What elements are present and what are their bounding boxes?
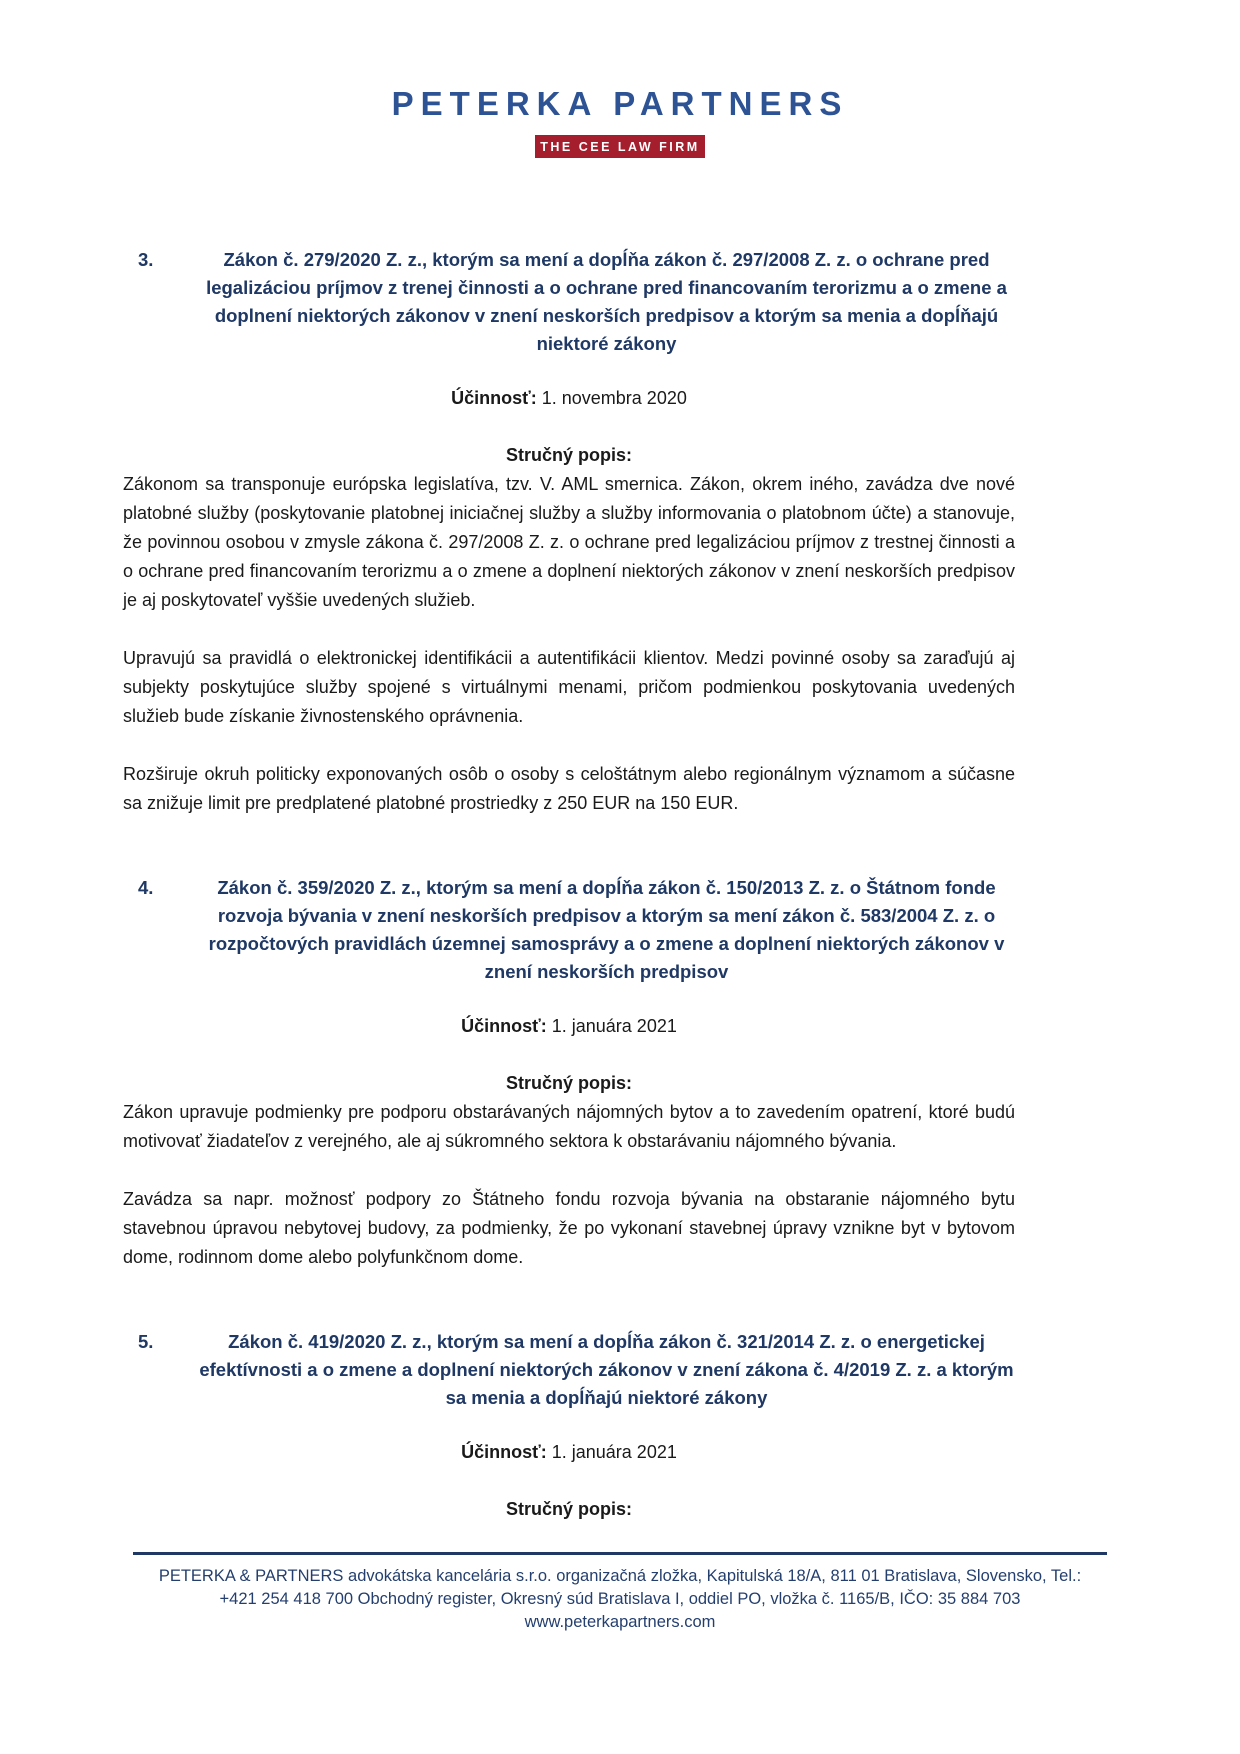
section-title: Zákon č. 419/2020 Z. z., ktorým sa mení a dopĺňa zákon č. 321/2014 Z. z. o energetickej efektívnosti a o zmene a doplnení niektorých zákonov v znení zákona č. 4/2019 Z. z. a ktorým sa menia a dopĺňajú niektoré zákony	[199, 1331, 1014, 1409]
section-number: 3.	[138, 249, 154, 271]
summary-paragraph: Zákonom sa transponuje európska legislatíva, tzv. V. AML smernica. Zákon, okrem iného, zavádza dve nové platobné služby (poskytovanie platobnej iniciačnej služby a služby informovania o platobnom účte) a stanovuje, že povinnou osobou v zmysle zákona č. 297/2008 Z. z. o ochrane pred legalizáciou príjmov z trestnej činnosti a o ochrane pred financovaním terorizmu a o zmene a doplnení niektorých zákonov v znení neskorších predpisov je aj poskytovateľ vyššie uvedených služieb.	[123, 474, 1015, 611]
section-title: Zákon č. 359/2020 Z. z., ktorým sa mení a dopĺňa zákon č. 150/2013 Z. z. o Štátnom fonde rozvoja bývania v znení neskorších predpisov a ktorým sa mení zákon č. 583/2004 Z. z. o rozpočtových pravidlách územnej samosprávy a o zmene a doplnení niektorých zákonov v znení neskorších predpisov	[208, 877, 1005, 983]
footer-divider	[133, 1552, 1107, 1555]
effective-date-line	[123, 1438, 1015, 1467]
summary-paragraph: Upravujú sa pravidlá o elektronickej identifikácii a autentifikácii klientov. Medzi povinné osoby sa zaraďujú aj subjekty poskytujúce služby spojené s virtuálnymi menami, pričom podmienkou poskytovania uvedených služieb bude získanie živnostenského oprávnenia.	[123, 648, 1015, 727]
summary-paragraph: Rozširuje okruh politicky exponovaných osôb o osoby s celoštátnym alebo regionálnym významom a súčasne sa znižuje limit pre predplatené platobné prostriedky z 250 EUR na 150 EUR.	[123, 764, 1015, 814]
firm-logo	[0, 86, 1240, 158]
law-section-4	[123, 874, 1015, 1272]
page-footer	[0, 1552, 1240, 1634]
effective-date-line	[123, 1012, 1015, 1041]
newsletter-body	[123, 246, 1015, 1524]
footer-website: www.peterkapartners.com	[524, 1613, 716, 1631]
effective-date-label: Účinnosť:	[451, 388, 537, 409]
summary-label: Stručný popis:	[505, 1499, 632, 1520]
section-heading	[123, 246, 1015, 358]
footer-contact-block	[90, 1565, 1150, 1634]
summary-paragraph: Zákon upravuje podmienky pre podporu obstarávaných nájomných bytov a to zavedením opatrení, ktoré budú motivovať žiadateľov z verejného, ale aj súkromného sektora k obstarávaniu nájomného bývania.	[123, 1102, 1015, 1152]
footer-address-line: PETERKA & PARTNERS advokátska kancelária s.r.o. organizačná zložka, Kapitulská 18/A, 811 01 Bratislava, Slovensko, Tel.:	[158, 1567, 1082, 1585]
section-number: 5.	[138, 1331, 154, 1353]
effective-date-value: 1. novembra 2020	[541, 388, 687, 409]
effective-date-label: Účinnosť:	[461, 1016, 547, 1037]
summary-label: Stručný popis:	[505, 445, 632, 466]
effective-date-value: 1. januára 2021	[551, 1016, 677, 1037]
footer-registry-line: +421 254 418 700 Obchodný register, Okresný súd Bratislava I, oddiel PO, vložka č. 1165/B, IČO: 35 884 703	[219, 1590, 1021, 1608]
section-number: 4.	[138, 877, 154, 899]
effective-date-label: Účinnosť:	[461, 1442, 547, 1463]
law-section-5	[123, 1328, 1015, 1524]
firm-logo-wordmark: PETERKA PARTNERS	[391, 85, 849, 122]
effective-date-line	[123, 384, 1015, 413]
summary-label: Stručný popis:	[505, 1073, 632, 1094]
section-title: Zákon č. 279/2020 Z. z., ktorým sa mení a dopĺňa zákon č. 297/2008 Z. z. o ochrane pred legalizáciou príjmov z trenej činnosti a o ochrane pred financovaním terorizmu a o zmene a doplnení niektorých zákonov v znení neskorších predpisov a ktorým sa menia a dopĺňajú niektoré zákony	[206, 249, 1007, 355]
section-heading	[123, 1328, 1015, 1412]
law-section-3	[123, 246, 1015, 818]
summary-paragraph: Zavádza sa napr. možnosť podpory zo Štátneho fondu rozvoja bývania na obstaranie nájomného bytu stavebnou úpravou nebytovej budovy, za podmienky, že po vykonaní stavebnej úpravy vznikne byt v bytovom dome, rodinnom dome alebo polyfunkčnom dome.	[123, 1189, 1015, 1268]
section-heading	[123, 874, 1015, 986]
firm-logo-tagline-banner: THE CEE LAW FIRM	[535, 135, 705, 158]
effective-date-value: 1. januára 2021	[551, 1442, 677, 1463]
